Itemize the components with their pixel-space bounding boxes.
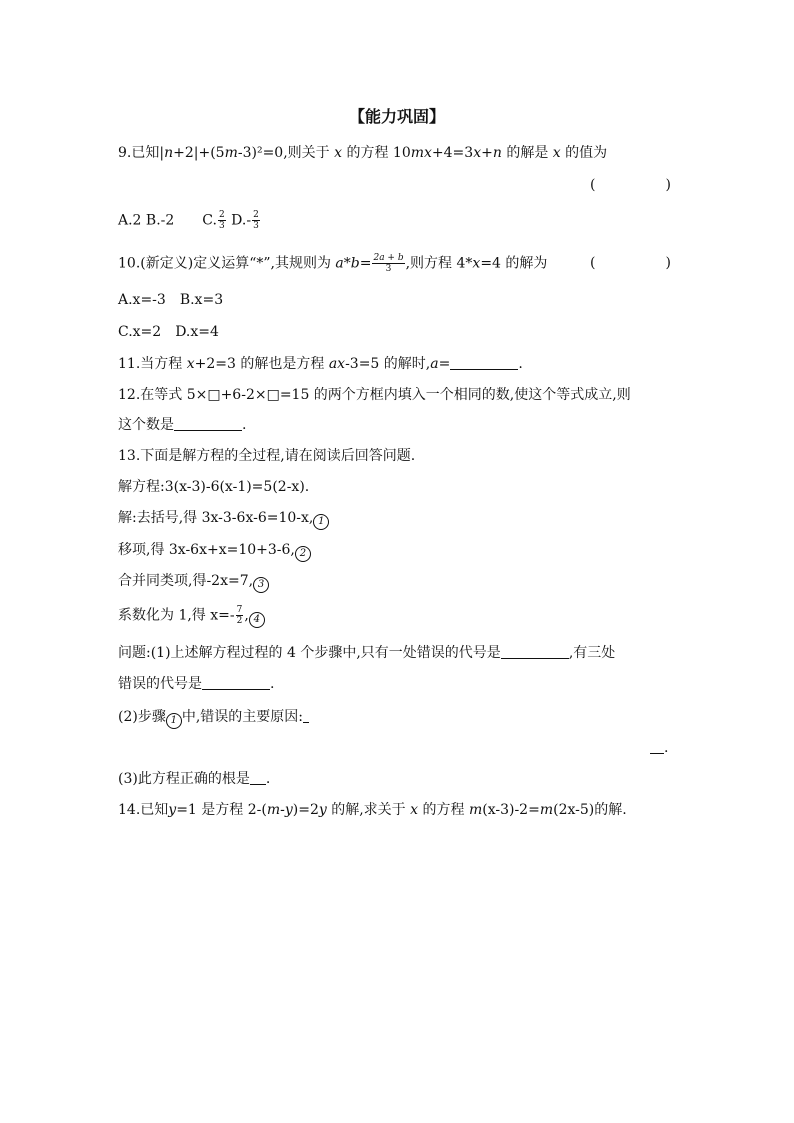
question-11: 11.当方程 x+2=3 的解也是方程 ax-3=5 的解时,a= . [118,356,523,372]
answer-blank[interactable] [650,739,664,754]
answer-blank[interactable] [501,644,569,659]
step-marker: 4 [249,612,265,628]
answer-paren-10: ( ) [590,255,671,271]
step-marker: 3 [253,577,269,593]
answer-blank[interactable] [450,355,518,370]
fraction: $\frac{7}{2}$ [236,605,243,626]
question-13-sub-3: (3)此方程正确的根是 . [118,771,271,787]
answer-blank[interactable] [174,416,242,431]
question-10-options-cd: C.x=2 D.x=4 [118,324,219,340]
fraction: $\frac{2}{3}$ [218,210,225,231]
question-13-intro: 13.下面是解方程的全过程,请在阅读后回答问题. [118,448,416,464]
answer-blank[interactable] [202,675,270,690]
question-9-options: A.2 B.-2 C. $\frac{2}{3}$ D.- $\frac{2}{3}$ [118,210,259,231]
question-13-sub-2-end: . [650,738,668,758]
section-title: 【能力巩固】 [348,107,445,126]
question-13-step-1: 解:去括号,得 3x-3-6x-6=10-x, 1 [118,508,329,530]
fraction: $\frac{2}{3}$ [253,210,259,231]
question-13-step-3: 合并同类项,得-2x=7, 3 [118,571,269,593]
question-9: 9.已知|n+2|+(5m-3)²=0,则关于 x 的方程 10mx+4=3x+n 的解是 x 的值为 [118,145,608,161]
question-13-step-2: 移项,得 3x-6x+x=10+3-6, 2 [118,540,311,562]
question-13-equation: 解方程:3(x-3)-6(x-1)=5(2-x). [118,479,310,495]
question-13-sub-1-line-1: 问题:(1)上述解方程过程的 4 个步骤中,只有一处错误的代号是 ,有三处 [118,645,616,661]
answer-blank[interactable] [250,770,266,785]
step-marker: 1 [166,713,182,729]
question-10: 10.(新定义)定义运算“*”,其规则为 a*b= $\frac{2a + b}{3}$ ,则方程 4*x=4 的解为 [118,253,548,274]
question-12-line-2: 这个数是 . [118,417,247,433]
question-13-step-4: 系数化为 1,得 x=- $\frac{7}{2}$ , 4 [118,605,265,628]
question-13-sub-1-line-2: 错误的代号是 . [118,676,275,692]
fraction: $\frac{2a + b}{3}$ [373,253,404,274]
step-marker: 2 [295,546,311,562]
question-14: 14.已知y=1 是方程 2-(m-y)=2y 的解,求关于 x 的方程 m(x-3)-2=m(2x-5)的解. [118,802,627,818]
step-marker: 1 [313,514,329,530]
question-10-options-ab: A.x=-3 B.x=3 [118,292,224,308]
answer-paren-9: ( ) [590,177,671,193]
question-13-sub-2: (2)步骤 1 中,错误的主要原因: [118,707,309,729]
answer-blank[interactable] [303,708,309,723]
question-12-line-1: 12.在等式 5×□+6-2×□=15 的两个方框内填入一个相同的数,使这个等式成立,则 [118,387,631,403]
